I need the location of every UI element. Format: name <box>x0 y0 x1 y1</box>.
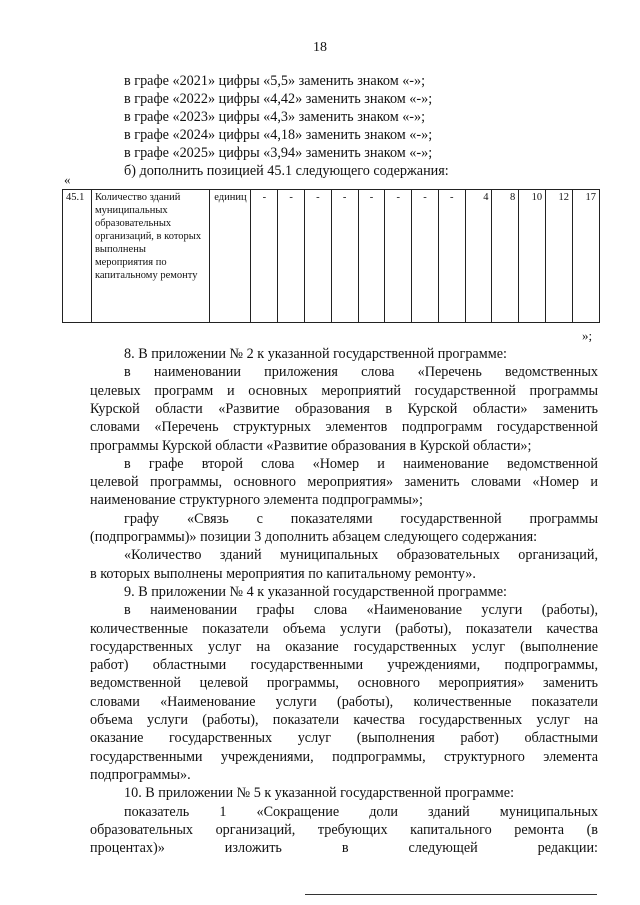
intro-line: в графе «2022» цифры «4,42» заменить знаком «-»; <box>124 91 433 107</box>
text-line: в которых выполнены мероприятия по капитальному ремонту». <box>90 565 476 582</box>
text-line: ведомственной целевой программы, основного мероприятия» заменить <box>90 675 598 692</box>
value-cell: - <box>251 190 278 323</box>
value-cell: - <box>305 190 332 323</box>
text-line: 9. В приложении № 4 к указанной государственной программе: <box>124 583 507 600</box>
text-line: работ) областными государственными учреждениями, подпрограммы, <box>90 657 598 674</box>
value-cell: 17 <box>573 190 600 323</box>
text-line: Курской области «Развитие образования в Курской области» заменить <box>90 400 598 417</box>
text-line: 10. В приложении № 5 к указанной государственной программе: <box>124 785 515 802</box>
bottom-rule <box>305 894 597 895</box>
value-cell: - <box>385 190 412 323</box>
intro-line: б) дополнить позицией 45.1 следующего содержания: <box>124 163 449 179</box>
indicator-table <box>62 189 600 323</box>
text-line: показатель 1 «Сокращение доли зданий муниципальных <box>124 803 598 820</box>
intro-line: в графе «2021» цифры «5,5» заменить знаком «-»; <box>124 73 426 89</box>
intro-line: в графе «2024» цифры «4,18» заменить знаком «-»; <box>124 127 433 143</box>
text-line: графу «Связь с показателями государственной программы <box>124 510 598 527</box>
text-line: в графе второй слова «Номер и наименование ведомственной <box>124 455 598 472</box>
value-cell: 12 <box>546 190 573 323</box>
value-cell: - <box>358 190 385 323</box>
row-number: 45.1 <box>63 190 92 323</box>
text-line: наименование структурного элемента подпрограммы»; <box>90 492 423 509</box>
text-line: целевой программы, основного мероприятия» заменить словами «Номер и <box>90 474 598 491</box>
text-line: 8. В приложении № 2 к указанной государственной программе: <box>124 346 507 362</box>
page-number: 18 <box>313 40 327 55</box>
intro-line: в графе «2025» цифры «3,94» заменить знаком «-»; <box>124 145 433 161</box>
text-line: в наименовании приложения слова «Перечень ведомственных <box>124 364 598 381</box>
text-line: государственными учреждениями, подпрограммы, структурного элемента <box>90 748 598 765</box>
text-line: в наименовании графы слова «Наименование услуги (работы), <box>124 602 598 619</box>
text-line: объема услуги (работы), показатели качества государственных услуг на <box>90 712 598 728</box>
text-line: словами «Перечень структурных элементов подпрограмм государственной <box>90 419 598 436</box>
closing-quote: »; <box>582 328 593 343</box>
unit-cell: единиц <box>210 190 251 323</box>
text-line: «Количество зданий муниципальных образовательных организаций, <box>124 547 598 564</box>
text-line: словами «Наименование услуги (работы), количественные показатели <box>90 693 598 710</box>
value-cell: - <box>412 190 439 323</box>
text-line: государственных услуг на оказание государственных услуг (выполнение <box>90 638 598 655</box>
text-line: процентах)» изложить в следующей редакции: <box>90 840 598 857</box>
value-cell: - <box>331 190 358 323</box>
value-cell: 8 <box>492 190 519 323</box>
text-line: образовательных организаций, требующих капитального ремонта (в <box>90 821 598 838</box>
value-cell: 10 <box>519 190 546 323</box>
indicator-name: Количество зданий муниципальных образовательных организаций, в которых выполнены мероприятия по капитальному ремонту <box>91 190 210 323</box>
text-line: количественные показатели объема услуги (работы), показатели качества <box>90 620 598 637</box>
value-cell: - <box>438 190 465 323</box>
text-line: программы Курской области «Развитие образования в Курской области»; <box>90 437 532 454</box>
opening-quote: « <box>64 172 71 187</box>
text-line: (подпрограммы)» позиции 3 дополнить абзацем следующего содержания: <box>90 529 538 545</box>
text-line: целевых программ и основных мероприятий государственной программы <box>90 382 598 399</box>
table-row <box>63 190 600 323</box>
text-line: оказание государственных услуг (выполнения работ) областными <box>90 730 598 747</box>
value-cell: 4 <box>465 190 492 323</box>
intro-line: в графе «2023» цифры «4,3» заменить знаком «-»; <box>124 109 426 125</box>
value-cell: - <box>278 190 305 323</box>
text-line: подпрограммы». <box>90 766 191 783</box>
